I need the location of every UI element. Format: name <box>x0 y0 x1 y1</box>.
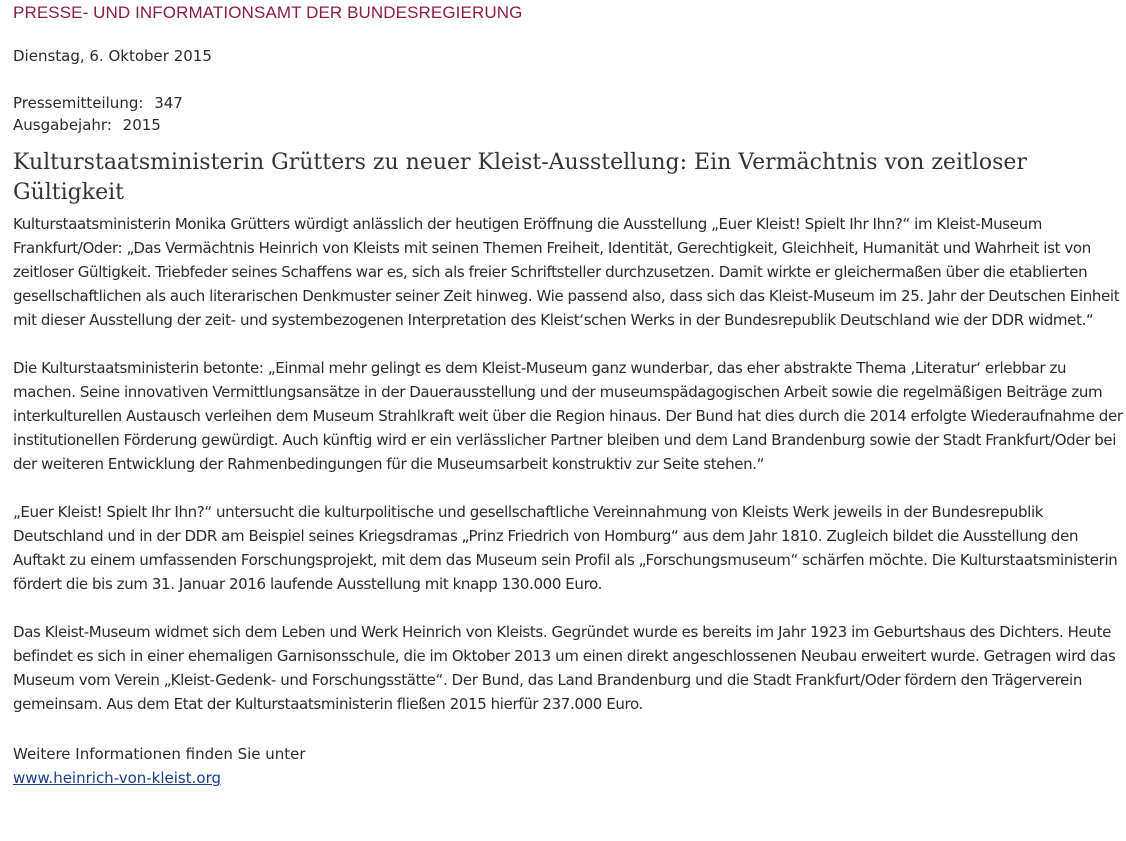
paragraph-3: „Euer Kleist! Spielt Ihr Ihn?“ untersucht die kulturpolitische und gesellschaftliche Vereinnahmung von Kleists Werk jeweils in der Bundesrepublik Deutschland und in der DDR am Beispiel seines Kriegsdramas „Prinz Friedrich von Homburg“ aus dem Jahr 1810. Zugleich bildet die Ausstellung den Auftakt zu einem umfassenden Forschungsprojekt, mit dem das Museum sein Profil als „Forschungsmuseum“ schärfen möchte. Die Kulturstaatsministerin fördert die bis zum 31. Januar 2016 laufende Ausstellung mit knapp 130.000 Euro. <box>13 503 1118 593</box>
press-release-number: 347 <box>154 94 183 112</box>
more-info <box>13 742 1126 790</box>
issue-year-label: Ausgabejahr: <box>13 116 112 134</box>
issue-year-row <box>13 114 1126 136</box>
website-link[interactable]: www.heinrich-von-kleist.org <box>13 769 221 787</box>
headline: Kulturstaatsministerin Grütters zu neuer Kleist-Ausstellung: Ein Vermächtnis von zeitloser Gültigkeit <box>13 150 1027 205</box>
paragraph-1: Kulturstaatsministerin Monika Grütters würdigt anlässlich der heutigen Eröffnung die Ausstellung „Euer Kleist! Spielt Ihr Ihn?“ im Kleist-Museum Frankfurt/Oder: „Das Vermächtnis Heinrich von Kleists mit seinen Themen Freiheit, Identität, Gerechtigkeit, Gleichheit, Humanität und Wahrheit ist von zeitloser Gültigkeit. Triebfeder seines Schaffens war es, sich als freier Schriftsteller durchzusetzen. Damit wirkte er gleichermaßen über die etablierten gesellschaftlichen als auch literarischen Denkmuster seiner Zeit hinweg. Wie passend also, dass sich das Kleist-Museum im 25. Jahr der Deutschen Einheit mit dieser Ausstellung der zeit- und systembezogenen Interpretation des Kleist‘schen Werks in der Bundesrepublik Deutschland wie der DDR widmet.“ <box>13 215 1120 329</box>
paragraph-2: Die Kulturstaatsministerin betonte: „Einmal mehr gelingt es dem Kleist-Museum ganz wunderbar, das eher abstrakte Thema ‚Literatur‘ erlebbar zu machen. Seine innovativen Vermittlungsansätze in der Dauerausstellung und der museumspädagogischen Arbeit sowie die regelmäßigen Beiträge zum interkulturellen Austausch verleihen dem Museum Strahlkraft weit über die Region hinaus. Der Bund hat dies durch die 2014 erfolgte Wiederaufnahme der institutionellen Förderung gewürdigt. Auch künftig wird er ein verlässlicher Partner bleiben und dem Land Brandenburg sowie der Stadt Frankfurt/Oder bei der weiteren Entwicklung der Rahmenbedingungen für die Museumsarbeit konstruktiv zur Seite stehen.“ <box>13 359 1123 473</box>
press-release-label: Pressemitteilung: <box>13 94 144 112</box>
issue-year-value: 2015 <box>122 116 161 134</box>
press-release-number-row <box>13 92 1126 114</box>
paragraph-4: Das Kleist-Museum widmet sich dem Leben und Werk Heinrich von Kleists. Gegründet wurde es bereits im Jahr 1923 im Geburtshaus des Dichters. Heute befindet es sich in einer ehemaligen Garnisonsschule, die im Oktober 2013 um einen direkt angeschlossenen Neubau erweitert wurde. Getragen wird das Museum vom Verein „Kleist-Gedenk- und Forschungsstätte“. Der Bund, das Land Brandenburg und die Stadt Frankfurt/Oder fördern den Trägerverein gemeinsam. Aus dem Etat der Kulturstaatsministerin fließen 2015 hierfür 237.000 Euro. <box>13 623 1116 713</box>
more-info-label: Weitere Informationen finden Sie unter <box>13 745 306 763</box>
release-date: Dienstag, 6. Oktober 2015 <box>13 47 212 65</box>
agency-name: PRESSE- UND INFORMATIONSAMT DER BUNDESREGIERUNG <box>13 3 523 22</box>
release-meta <box>13 92 1126 136</box>
article-body <box>13 212 1125 716</box>
